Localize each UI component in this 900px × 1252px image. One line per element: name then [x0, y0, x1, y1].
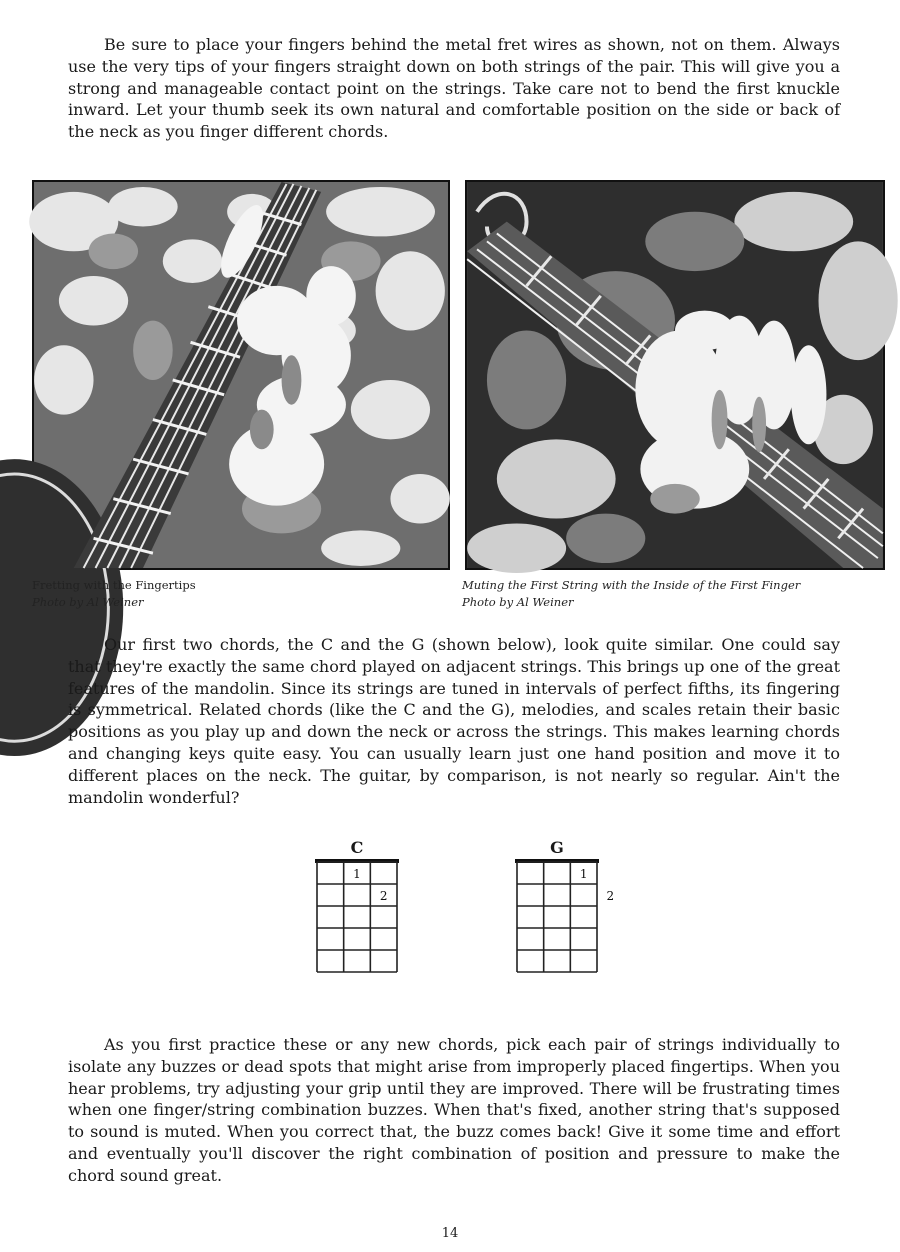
paragraph-chords-similar-text: Our first two chords, the C and the G (shown below), look quite similar. One could say that they're exactly the same chord played on adjacent strings. This brings up one of the great features of the mandolin. Since its strings are tuned in intervals of perfect fifths, its fingering is symmetrical. Related chords (like the C and the G), melodies, and scales retain their basic positions as you play up and down the neck or across the strings. This makes learning chords and changing keys quite easy. You can usually learn just one hand position and move it to different places on the neck. The guitar, by comparison, is not nearly so regular. Ain't the mandolin wonderful?: [68, 635, 840, 807]
chord-diagram-c: [314, 838, 400, 998]
caption-left-credit: Photo by Al Weiner: [32, 595, 144, 609]
photo-muting-illustration: [467, 182, 883, 568]
caption-left-title: Fretting with the Fingertips: [32, 578, 196, 592]
photo-fretting-fingertips: [32, 180, 450, 570]
chord-name-g: G: [550, 838, 564, 857]
caption-right: [462, 577, 882, 611]
chord-finger-number: 1: [353, 867, 361, 881]
chord-grid-g: [514, 858, 615, 998]
chord-finger-number: 1: [579, 867, 588, 881]
paragraph-practice-text: As you first practice these or any new chords, pick each pair of strings individually to isolate any buzzes or dead spots that might arise from improperly placed fingertips. When you hear problems, try adjusting your grip until they are improved. There will be frustrating times when one finger/string combination buzzes. When that's fixed, another string that's supposed to sound is muted. When you correct that, the buzz comes back! Give it some time and effort and eventually you'll discover the right combination of position and pressure to make the chord sound great.: [68, 1035, 840, 1185]
caption-right-title: Muting the First String with the Inside of the First Finger: [462, 578, 801, 592]
photo-muting-first-string: [465, 180, 885, 570]
chord-grid-c: [314, 858, 400, 998]
page-number: 14: [441, 1226, 459, 1241]
chord-name-c: C: [350, 838, 364, 857]
paragraph-practice: [68, 1034, 840, 1187]
photo-fretting-illustration: [34, 182, 448, 568]
paragraph-intro-text: Be sure to place your fingers behind the metal fret wires as shown, not on them. Always use the very tips of your fingers straight down on both strings of the pair. This will give you a strong and manageable contact point on the strings. Take care not to bend the first knuckle inward. Let your thumb seek its own natural and comfortable position on the side or back of the neck as you finger different chords.: [68, 35, 840, 142]
chord-diagram-g: [514, 838, 615, 998]
paragraph-intro: [68, 34, 840, 143]
chord-finger-number: 2: [379, 889, 388, 903]
caption-left: [32, 577, 442, 611]
caption-right-credit: Photo by Al Weiner: [462, 595, 574, 609]
chord-finger-number: 2: [606, 889, 615, 903]
paragraph-chords-similar: [68, 634, 840, 808]
